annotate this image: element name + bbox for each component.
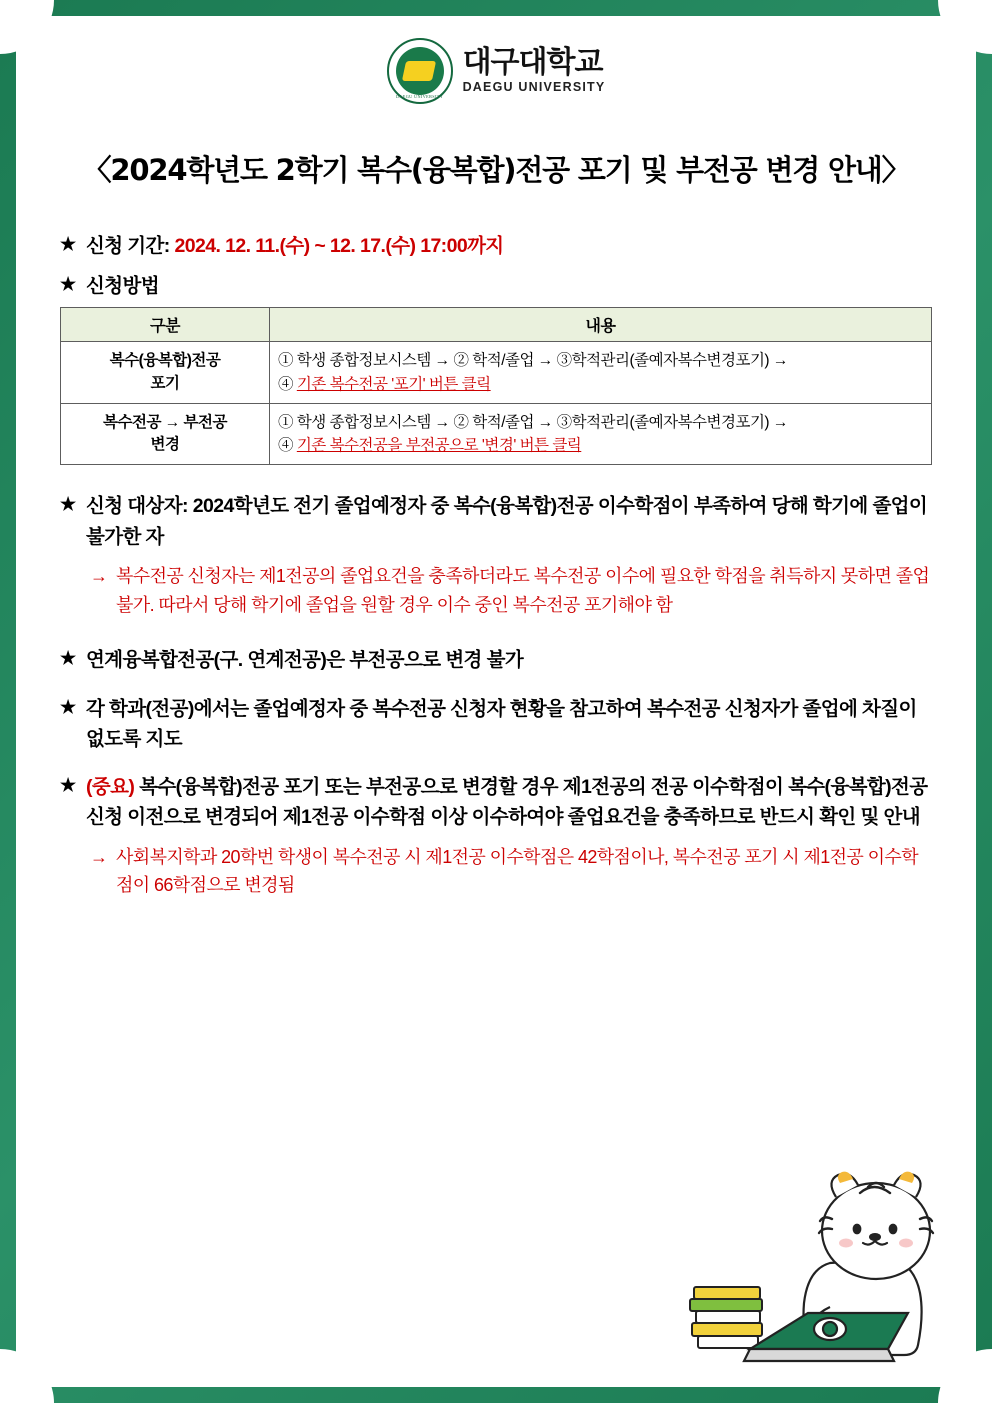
table-cell-content xyxy=(270,342,932,404)
tiger-mascot-illustration xyxy=(680,1167,950,1377)
logo-name-english: DAEGU UNIVERSITY xyxy=(462,80,606,95)
method-steps-line-2-action: 기존 복수전공을 부전공으로 '변경' 버튼 클릭 xyxy=(296,437,582,455)
table-cell-division xyxy=(61,342,270,404)
university-logo xyxy=(16,16,976,104)
division-line-2: 포기 xyxy=(150,374,180,392)
table-cell-division xyxy=(61,403,270,465)
application-period-value: 2024. 12. 11.(수) ~ 12. 17.(수) 17:00까지 xyxy=(174,235,504,257)
department-guidance-text: 각 학과(전공)에서는 졸업예정자 중 복수전공 신청자 현황을 참고하여 복수전공 신청자가 졸업에 차질이 없도록 지도 xyxy=(86,697,917,750)
important-notice-text: 복수(융복합)전공 포기 또는 부전공으로 변경할 경우 제1전공의 전공 이수학점이 복수(융복합)전공 신청 이전으로 변경되어 제1전공 이수학점 이상 이수하여야 졸업요건을 충족하므로 반드시 확인 및 안내 xyxy=(86,776,928,829)
method-steps-line-1: ① 학생 종합정보시스템 → ② 학적/졸업 → ③학적관리(졸예자복수변경포기) → xyxy=(278,413,788,431)
division-line-2: 변경 xyxy=(150,436,180,454)
eligible-applicants-note xyxy=(90,562,932,620)
star-bullet-icon: ★ xyxy=(60,234,76,254)
arrow-bullet-icon: → xyxy=(90,846,108,867)
section-important-notice xyxy=(60,772,932,832)
method-steps-line-2-prefix: ④ xyxy=(278,375,297,393)
page-title: 〈2024학년도 2학기 복수(융복합)전공 포기 및 부전공 변경 안내〉 xyxy=(82,153,910,187)
table-cell-content xyxy=(270,403,932,465)
arrow-bullet-icon: → xyxy=(90,565,108,586)
star-bullet-icon: ★ xyxy=(60,274,76,295)
table-row xyxy=(61,342,932,404)
linked-major-notice-text: 연계융복합전공(구. 연계전공)은 부전공으로 변경 불가 xyxy=(86,649,524,672)
important-notice-tag: (중요) xyxy=(86,776,135,799)
eligible-applicants-note-text: 복수전공 신청자는 제1전공의 졸업요건을 충족하더라도 복수전공 이수에 필요한 학점을 취득하지 못하면 졸업 불가. 따라서 당해 학기에 졸업을 원할 경우 이수 중인 복수전공 포기해야 함 xyxy=(116,565,930,615)
section-application-period xyxy=(60,231,932,261)
method-steps-line-2-prefix: ④ xyxy=(278,437,297,455)
section-application-method xyxy=(60,271,932,301)
university-seal-icon xyxy=(387,38,453,104)
star-bullet-icon: ★ xyxy=(60,775,76,796)
seal-ring-label: DAEGU UNIVERSITY xyxy=(395,94,444,99)
application-method-label: 신청방법 xyxy=(86,275,159,298)
important-notice-example-text: 사회복지학과 20학번 학생이 복수전공 시 제1전공 이수학점은 42학점이나, 복수전공 포기 시 제1전공 이수학점이 66학점으로 변경됨 xyxy=(116,846,918,896)
star-bullet-icon: ★ xyxy=(60,696,76,717)
table-row xyxy=(61,403,932,465)
table-header-row xyxy=(61,308,932,342)
section-department-guidance xyxy=(60,694,932,754)
star-bullet-icon: ★ xyxy=(60,494,76,515)
eligible-applicants-value: 2024학년도 전기 졸업예정자 중 복수(융복합)전공 이수학점이 부족하여 당해 학기에 졸업이 불가한 자 xyxy=(86,495,928,548)
section-linked-major-notice xyxy=(60,645,932,675)
section-eligible-applicants xyxy=(60,491,932,551)
poster-content xyxy=(16,231,976,900)
important-notice-example xyxy=(90,843,932,901)
table-header-division: 구분 xyxy=(61,308,270,342)
application-method-table xyxy=(60,307,932,465)
star-bullet-icon: ★ xyxy=(60,648,76,669)
eligible-applicants-label: 신청 대상자: xyxy=(86,495,188,518)
table-header-content: 내용 xyxy=(270,308,932,342)
method-steps-line-2-action: 기존 복수전공 '포기' 버튼 클릭 xyxy=(296,375,491,393)
poster-page xyxy=(16,16,976,1387)
logo-name-korean: 대구대학교 xyxy=(462,45,603,81)
division-line-1: 복수전공 → 부전공 xyxy=(103,413,227,431)
method-steps-line-1: ① 학생 종합정보시스템 → ② 학적/졸업 → ③학적관리(졸예자복수변경포기) → xyxy=(278,352,788,370)
division-line-1: 복수(융복합)전공 xyxy=(109,352,221,370)
application-period-label: 신청 기간: xyxy=(86,235,170,257)
